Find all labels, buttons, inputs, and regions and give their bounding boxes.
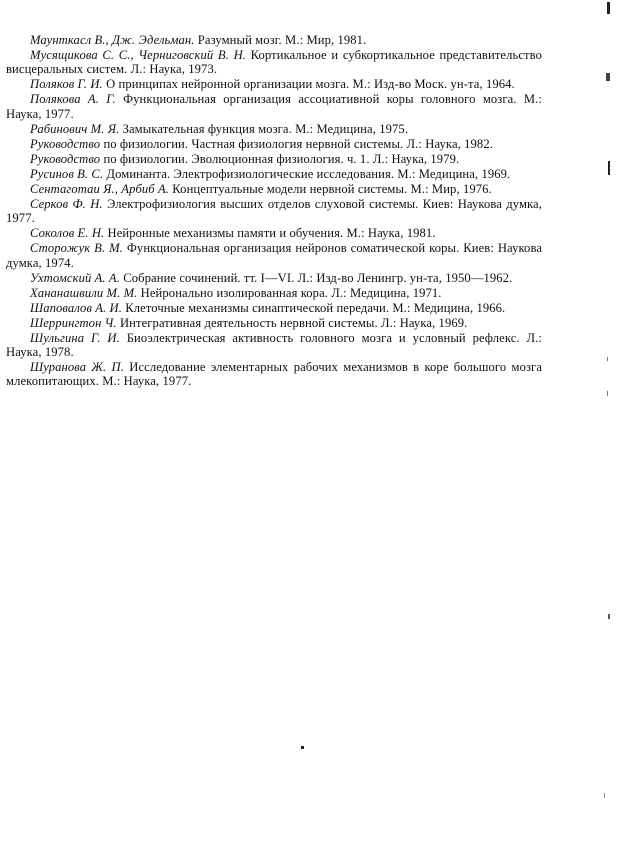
reference-author: Сентаготаи Я., Арбиб А. <box>30 181 170 196</box>
reference-text: Биоэлектрическая активность головного мозга и условный рефлекс. Л.: Наука, 1978. <box>6 330 542 360</box>
reference-text: Электрофизиология высших отделов слуховой системы. Киев: Наукова думка, 1977. <box>6 196 542 226</box>
reference-author: Русинов В. С. <box>30 166 104 181</box>
scan-artifact <box>607 2 610 14</box>
reference-text: Кортикальное и субкортикальное представительство висцеральных систем. Л.: Наука, 1973. <box>6 48 542 77</box>
reference-author: Руководство <box>30 151 101 166</box>
scan-artifact <box>606 73 610 81</box>
reference-text: Концептуальные модели нервной системы. М.: Мир, 1976. <box>172 181 492 196</box>
reference-item <box>6 182 542 196</box>
reference-item <box>6 271 542 285</box>
reference-author: Рабинович М. Я. <box>30 121 120 136</box>
reference-item <box>6 92 542 121</box>
reference-author: Ухтомский А. А. <box>30 270 120 285</box>
reference-author: Соколов Е. Н. <box>30 226 105 241</box>
reference-item <box>6 331 542 360</box>
reference-text: Исследование элементарных рабочих механизмов в коре большого мозга млекопитающих. М.: Наука, 1977. <box>6 360 543 389</box>
reference-author: Шаповалов А. И. <box>30 300 122 315</box>
scan-artifact <box>301 746 304 749</box>
reference-item <box>6 137 542 151</box>
reference-author: Полякова А. Г. <box>30 92 116 107</box>
scan-artifact <box>604 793 605 798</box>
reference-list <box>6 33 542 389</box>
reference-text: Собрание сочинений. тт. I—VI. Л.: Изд-во Ленингр. ун-та, 1950—1962. <box>123 270 513 285</box>
reference-text: Замыкательная функция мозга. М.: Медицина, 1975. <box>122 121 409 136</box>
reference-item <box>6 152 542 166</box>
scan-artifact <box>608 161 610 175</box>
reference-item <box>6 197 542 226</box>
reference-text: по физиологии. Частная физиология нервной системы. Л.: Наука, 1982. <box>103 136 493 151</box>
reference-text: Доминанта. Электрофизиологические исследования. М.: Медицина, 1969. <box>106 166 511 181</box>
reference-item <box>6 360 542 389</box>
reference-author: Сторожук В. М. <box>30 241 123 256</box>
reference-author: Хананашвили М. М. <box>30 285 138 300</box>
reference-author: Маунткасл В., Дж. Эдельман. <box>30 33 195 47</box>
reference-text: Разумный мозг. М.: Мир, 1981. <box>197 33 367 47</box>
reference-text: О принципах нейронной организации мозга. М.: Изд-во Моск. ун-та, 1964. <box>106 77 515 92</box>
reference-item <box>6 122 542 136</box>
reference-text: Клеточные механизмы синаптической передачи. М.: Медицина, 1966. <box>125 300 506 315</box>
scan-artifact <box>607 391 608 396</box>
reference-text: Нейронные механизмы памяти и обучения. М.: Наука, 1981. <box>107 226 436 241</box>
reference-author: Мусящикова С. С., Черниговский В. Н. <box>30 48 247 62</box>
reference-author: Шеррингтон Ч. <box>30 315 117 330</box>
reference-text: по физиологии. Эволюционная физиология. ч. 1. Л.: Наука, 1979. <box>103 151 460 166</box>
reference-item <box>6 48 542 77</box>
reference-item <box>6 33 542 47</box>
reference-text: Функциональная организация нейронов соматической коры. Киев: Наукова думка, 1974. <box>6 241 543 270</box>
reference-author: Поляков Г. И. <box>30 77 103 92</box>
reference-author: Шульгина Г. И. <box>30 330 120 345</box>
scan-artifact <box>607 357 608 361</box>
reference-author: Шуранова Ж. П. <box>30 360 125 375</box>
reference-text: Нейронально изолированная кора. Л.: Медицина, 1971. <box>140 285 442 300</box>
reference-author: Серков Ф. Н. <box>30 196 103 211</box>
reference-item <box>6 241 542 270</box>
scan-artifact <box>608 614 610 619</box>
reference-item <box>6 226 542 240</box>
reference-item <box>6 77 542 91</box>
reference-item <box>6 316 542 330</box>
reference-text: Функциональная организация ассоциативной коры головного мозга. М.: Наука, 1977. <box>6 92 542 121</box>
reference-item <box>6 167 542 181</box>
reference-text: Интегративная деятельность нервной системы. Л.: Наука, 1969. <box>119 315 468 330</box>
reference-item <box>6 286 542 300</box>
reference-author: Руководство <box>30 136 101 151</box>
reference-item <box>6 301 542 315</box>
